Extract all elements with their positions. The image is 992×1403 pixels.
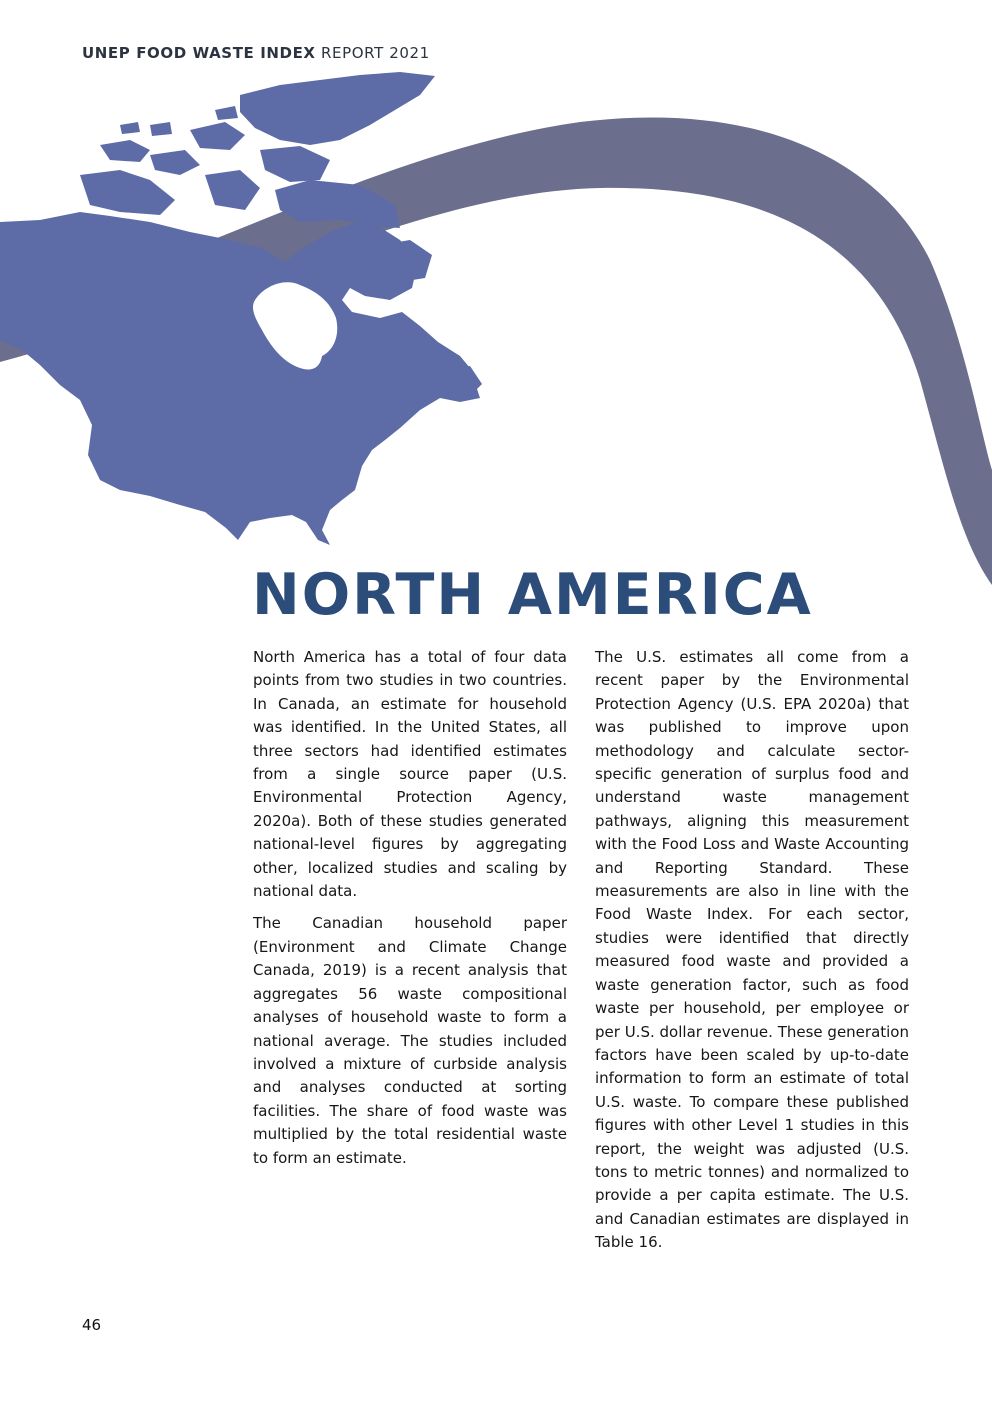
- paragraph: The Canadian household paper (Environment and Climate Change Canada, 2019) is a recent analysis that aggregates 56 waste compositional analyses of household waste to form a national average. The studies included involved a mixture of curbside analysis and analyses conducted at sorting facilities. The share of food waste was multiplied by the total residential waste to form an estimate.: [253, 914, 567, 1167]
- paragraph: The U.S. estimates all come from a recent paper by the Environmental Protection Agency (U.S. EPA 2020a) that was published to improve upon methodology and calculate sector-specific generation of surplus food and understand waste management pathways, aligning this measurement with the Food Loss and Waste Accounting and Reporting Standard. These measurements are also in line with the Food Waste Index. For each sector, studies were identified that directly measured food waste and provided a waste generation factor, such as food waste per household, per employee or per U.S. dollar revenue. These generation factors have been scaled by up-to-date information to form an estimate of total U.S. waste. To compare these published figures with other Level 1 studies in this report, the weight was adjusted (U.S. tons to metric tonnes) and normalized to provide a per capita estimate. The U.S. and Canadian estimates are displayed in Table 16.: [595, 648, 909, 1252]
- right-text-column: [595, 646, 909, 1264]
- section-title: NORTH AMERICA: [252, 562, 813, 628]
- page-number: 46: [82, 1316, 102, 1334]
- north-america-map-graphic: [0, 0, 992, 600]
- map-landmass: [0, 72, 482, 545]
- report-header-light: REPORT 2021: [320, 44, 430, 62]
- paragraph: North America has a total of four data points from two studies in two countries. In Canada, an estimate for household was identified. In the United States, all three sectors had identified estimates from a single source paper (U.S. Environmental Protection Agency, 2020a). Both of these studies generated national-level figures by aggregating other, localized studies and scaling by national data.: [253, 648, 567, 901]
- left-text-column: [253, 646, 567, 1179]
- report-header-bold: UNEP FOOD WASTE INDEX: [82, 44, 316, 62]
